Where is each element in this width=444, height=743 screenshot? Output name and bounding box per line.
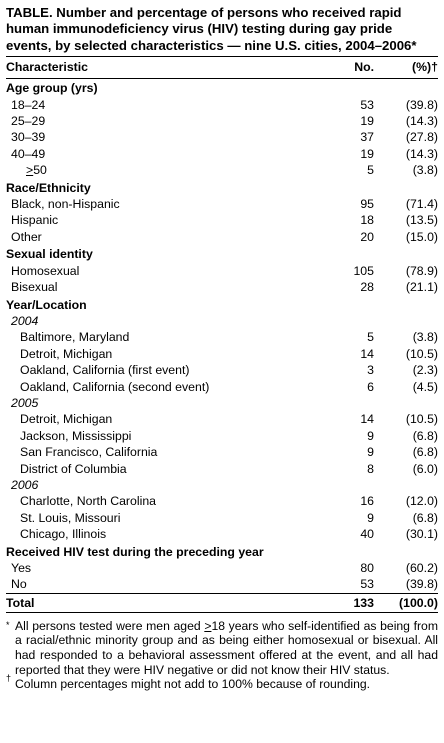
footnote-1-mark: * — [6, 619, 10, 630]
group-age: Age group (yrs) — [6, 81, 98, 96]
table-row: San Francisco, California 9 (6.8) — [20, 445, 438, 460]
ge-symbol: > — [204, 618, 212, 633]
table-row: Yes 80 (60.2) — [11, 561, 438, 575]
group-sexual-identity: Sexual identity — [6, 247, 93, 262]
table-row: Jackson, Mississippi 9 (6.8) — [20, 428, 438, 443]
group-race: Race/Ethnicity — [6, 180, 91, 195]
table-row: Chicago, Illinois 40 (30.1) — [20, 527, 438, 542]
table-row: Detroit, Michigan 14 (10.5) — [20, 412, 438, 427]
header-pct: (%)† — [412, 60, 438, 75]
total-row: Total 133 (100.0) — [6, 595, 438, 610]
table-row: Homosexual 105 (78.9) — [11, 263, 438, 278]
group-received-test: Received HIV test during the preceding year — [6, 544, 264, 559]
footnote-1: * All persons tested were men aged >18 years who self-identified as being from a racial/ethnic minority group and as being either homosexual or bisexual. All had responded to a behavioral assessment offered at the event, and all had reported that they were HIV negative or did not know their HIV status. — [6, 618, 438, 677]
table-row: 18–24 53 (39.8) — [11, 97, 438, 112]
bottom-rule — [6, 612, 438, 613]
footnotes — [6, 619, 438, 692]
table-row: Bisexual 28 (21.1) — [11, 280, 438, 295]
table-row: Detroit, Michigan 14 (10.5) — [20, 346, 438, 361]
table-row: Oakland, California (second event) 6 (4.5) — [20, 379, 438, 394]
header-no: No. — [354, 60, 374, 75]
group-year-location: Year/Location — [6, 297, 87, 312]
table-row: 25–29 19 (14.3) — [11, 114, 438, 129]
data-table — [6, 57, 438, 613]
table-row: No 53 (39.8) — [11, 577, 438, 592]
table-row: 30–39 37 (27.8) — [11, 130, 438, 145]
subgroup-2004: 2004 — [11, 313, 39, 328]
footnote-2: † Column percentages might not add to 100% because of rounding. — [6, 673, 371, 692]
table-title: TABLE. Number and percentage of persons who received rapid human immunodeficiency virus (HIV) testing during gay pride events, by selected characteristics — nine U.S. cities, 2004–2006* — [6, 5, 417, 53]
header-characteristic: Characteristic — [6, 60, 89, 75]
table-row: Other 20 (15.0) — [11, 229, 438, 244]
table-row: Baltimore, Maryland 5 (3.8) — [20, 330, 438, 345]
table-row: 40–49 19 (14.3) — [11, 146, 438, 161]
header-row — [6, 57, 438, 78]
table-row: Charlotte, North Carolina 16 (12.0) — [20, 494, 438, 509]
table-row: St. Louis, Missouri 9 (6.8) — [20, 510, 438, 525]
footnote-2-mark: † — [6, 673, 12, 684]
table-row: Oakland, California (first event) 3 (2.3) — [20, 363, 438, 378]
table-row: Hispanic 18 (13.5) — [11, 213, 438, 228]
table-row: Black, non-Hispanic 95 (71.4) — [11, 197, 438, 212]
table-row: District of Columbia 8 (6.0) — [20, 461, 438, 476]
subgroup-2005: 2005 — [11, 395, 39, 410]
subgroup-2006: 2006 — [11, 477, 39, 492]
ge-symbol: > — [26, 163, 34, 178]
table-row: >50 5 (3.8) — [26, 163, 438, 178]
